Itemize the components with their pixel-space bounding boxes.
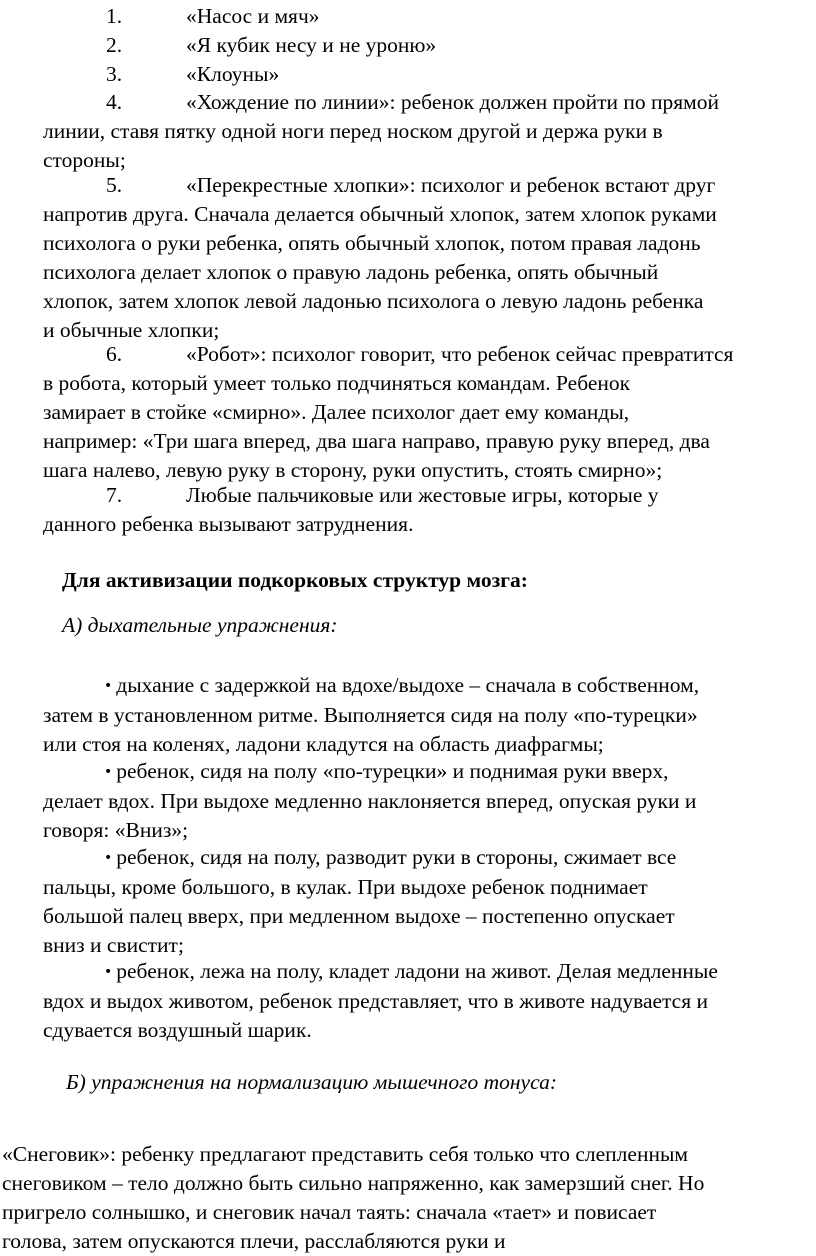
list-item bbox=[43, 481, 815, 539]
list-item-text: например: «Три шага вперед, два шага направо, правую руку вперед, два bbox=[43, 429, 710, 453]
bullet-text: большой палец вверх, при медленном выдохе – постепенно опускает bbox=[43, 904, 675, 928]
list-item-text: психолога делает хлопок о правую ладонь ребенка, опять обычный bbox=[43, 260, 659, 284]
bullet-icon: • bbox=[104, 964, 113, 980]
list-item-text: «Клоуны» bbox=[186, 62, 280, 86]
bullet-text: говоря: «Вниз»; bbox=[43, 818, 189, 842]
bullet-icon: • bbox=[104, 678, 113, 694]
list-item-text: «Робот»: психолог говорит, что ребенок сейчас превратится bbox=[186, 342, 734, 366]
list-item-text: стороны; bbox=[43, 148, 126, 172]
bullet-text: ребенок, лежа на полу, кладет ладони на живот. Делая медленные bbox=[116, 959, 718, 983]
list-item bbox=[43, 340, 815, 485]
list-item-number: 6. bbox=[106, 342, 123, 366]
paragraph-line: пригрело солнышко, и снеговик начал таять: сначала «тает» и повисает bbox=[2, 1200, 657, 1224]
bullet-text: вниз и свистит; bbox=[43, 933, 184, 957]
bullet-text: или стоя на коленях, ладони кладутся на область диафрагмы; bbox=[43, 732, 604, 756]
bullet-icon: • bbox=[104, 764, 113, 780]
bullet-item bbox=[43, 757, 815, 845]
subheading-a: А) дыхательные упражнения: bbox=[62, 613, 338, 637]
list-item-text: замирает в стойке «смирно». Далее психолог дает ему команды, bbox=[43, 400, 630, 424]
bullet-text: дыхание с задержкой на вдохе/выдохе – сначала в собственном, bbox=[116, 673, 700, 697]
paragraph-line: голова, затем опускаются плечи, расслабляются руки и bbox=[2, 1229, 506, 1253]
section-heading: Для активизации подкорковых структур мозга: bbox=[62, 568, 528, 592]
list-item-text: линии, ставя пятку одной ноги перед носком другой и держа руки в bbox=[43, 119, 663, 143]
list-item-text: данного ребенка вызывают затруднения. bbox=[43, 512, 414, 536]
bullet-text: затем в установленном ритме. Выполняется сидя на полу «по-турецки» bbox=[43, 703, 698, 727]
list-item-text: психолога о руки ребенка, опять обычный хлопок, потом правая ладонь bbox=[43, 231, 701, 255]
list-item-text: Любые пальчиковые или жестовые игры, которые у bbox=[186, 483, 659, 507]
bullet-item bbox=[43, 957, 815, 1045]
list-item-number: 5. bbox=[106, 173, 123, 197]
bullet-text: ребенок, сидя на полу «по-турецки» и поднимая руки вверх, bbox=[116, 759, 669, 783]
list-item-number: 1. bbox=[106, 4, 123, 28]
bullet-text: вдох и выдох животом, ребенок представляет, что в животе надувается и bbox=[43, 989, 708, 1013]
list-item-text: напротив друга. Сначала делается обычный хлопок, затем хлопок руками bbox=[43, 202, 717, 226]
bullet-text: делает вдох. При выдохе медленно наклоняется вперед, опуская руки и bbox=[43, 789, 697, 813]
list-item-text: «Хождение по линии»: ребенок должен пройти по прямой bbox=[186, 90, 720, 114]
bullet-item bbox=[43, 671, 815, 759]
list-item-text: «Насос и мяч» bbox=[186, 4, 320, 28]
list-item-number: 4. bbox=[106, 90, 123, 114]
subheading-b: Б) упражнения на нормализацию мышечного тонуса: bbox=[66, 1070, 557, 1094]
list-item-text: в робота, который умеет только подчиняться командам. Ребенок bbox=[43, 371, 631, 395]
paragraph-line: снеговиком – тело должно быть сильно напряженно, как замерзший снег. Но bbox=[2, 1171, 705, 1195]
list-item-text: и обычные хлопки; bbox=[43, 318, 220, 342]
list-item-number: 3. bbox=[106, 62, 123, 86]
bullet-text: пальцы, кроме большого, в кулак. При выдохе ребенок поднимает bbox=[43, 875, 648, 899]
list-item bbox=[43, 171, 815, 345]
list-item-number: 2. bbox=[106, 33, 123, 57]
list-item bbox=[43, 88, 815, 175]
final-paragraph bbox=[2, 1140, 814, 1256]
list-item-text: «Я кубик несу и не уроню» bbox=[186, 33, 437, 57]
list-item-number: 7. bbox=[106, 483, 123, 507]
bullet-text: сдувается воздушный шарик. bbox=[43, 1018, 312, 1042]
bullet-text: ребенок, сидя на полу, разводит руки в стороны, сжимает все bbox=[116, 845, 677, 869]
bullet-icon: • bbox=[104, 850, 113, 866]
paragraph-line: «Снеговик»: ребенку предлагают представить себя только что слепленным bbox=[2, 1142, 689, 1166]
list-item-text: «Перекрестные хлопки»: психолог и ребенок встают друг bbox=[186, 173, 716, 197]
bullet-item bbox=[43, 843, 815, 960]
list-item-text: хлопок, затем хлопок левой ладонью психолога о левую ладонь ребенка bbox=[43, 289, 704, 313]
list-item-text: шага налево, левую руку в сторону, руки опустить, стоять смирно»; bbox=[43, 458, 663, 482]
